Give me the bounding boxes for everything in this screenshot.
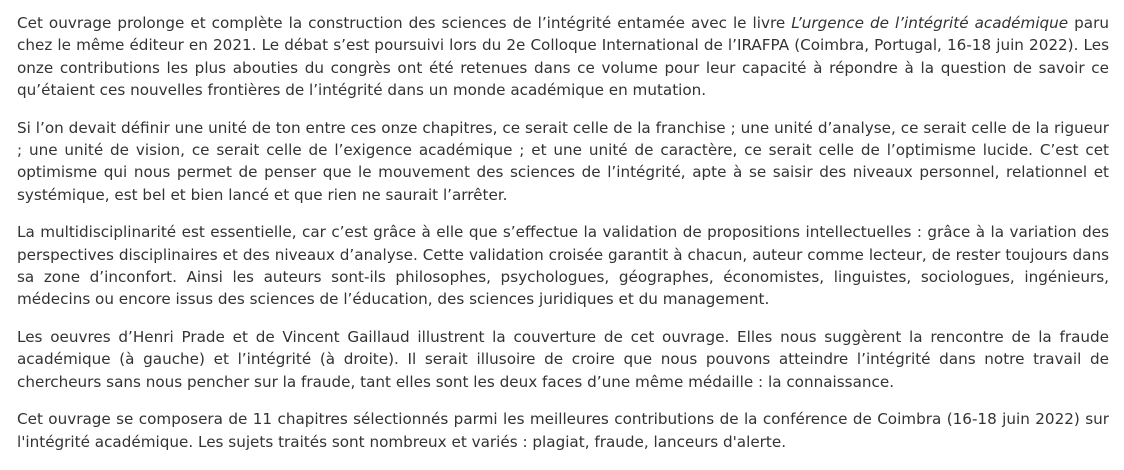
paragraph-1-rest: paru chez le même éditeur en 2021. Le débat s’est poursuivi lors du 2e Colloque International de l’IRAFPA (Coimbra, Portugal, 16-18 juin 2022). Les onze contributions les plus abouties du congrès ont été retenues dans ce volume pour leur capacité à répondre à la question de savoir ce qu’étaient ces nouvelles frontières de l’intégrité dans un monde académique en mutation. xyxy=(17,14,1109,100)
paragraph-3: La multidisciplinarité est essentielle, car c’est grâce à elle que s’effectue la validation de propositions intellectuelles : grâce à la variation des perspectives disciplinaires et des niveaux d’analyse. Cette validation croisée garantit à chacun, auteur comme lecteur, de rester toujours dans sa zone d’inconfort. Ainsi les auteurs sont-ils philosophes, psychologues, géographes, économistes, linguistes, sociologues, ingénieurs, médecins ou encore issus des sciences de l’éducation, des sciences juridiques et du management. xyxy=(17,223,1109,309)
paragraph-1-intro: Cet ouvrage prolonge et complète la construction des sciences de l’intégrité entamée avec le livre xyxy=(17,14,792,32)
paragraph-1 xyxy=(17,12,1109,102)
paragraph-5: Cet ouvrage se composera de 11 chapitres sélectionnés parmi les meilleures contributions de la conférence de Coimbra (16-18 juin 2022) sur l'intégrité académique. Les sujets traités sont nombreux et variés : plagiat, fraude, lanceurs d'alerte. xyxy=(17,410,1109,451)
book-description xyxy=(17,0,1109,453)
paragraph-4: Les oeuvres d’Henri Prade et de Vincent Gaillaud illustrent la couverture de cet ouvrage. Elles nous suggèrent la rencontre de la fraude académique (à gauche) et l’intégrité (à droite). Il serait illusoire de croire que nous pouvons atteindre l’intégrité dans notre travail de chercheurs sans nous pencher sur la fraude, tant elles sont les deux faces d’une même médaille : la connaissance. xyxy=(17,327,1109,391)
paragraph-2: Si l’on devait définir une unité de ton entre ces onze chapitres, ce serait celle de la franchise ; une unité d’analyse, ce serait celle de la rigueur ; une unité de vision, ce serait celle de l’exigence académique ; et une unité de caractère, ce serait celle de l’optimisme lucide. C’est cet optimisme qui nous permet de penser que le mouvement des sciences de l’intégrité, apte à se saisir des niveaux personnel, relationnel et systémique, est bel et bien lancé et que rien ne saurait l’arrêter. xyxy=(17,118,1109,204)
book-title-reference: L’urgence de l’intégrité académique xyxy=(791,14,1069,32)
